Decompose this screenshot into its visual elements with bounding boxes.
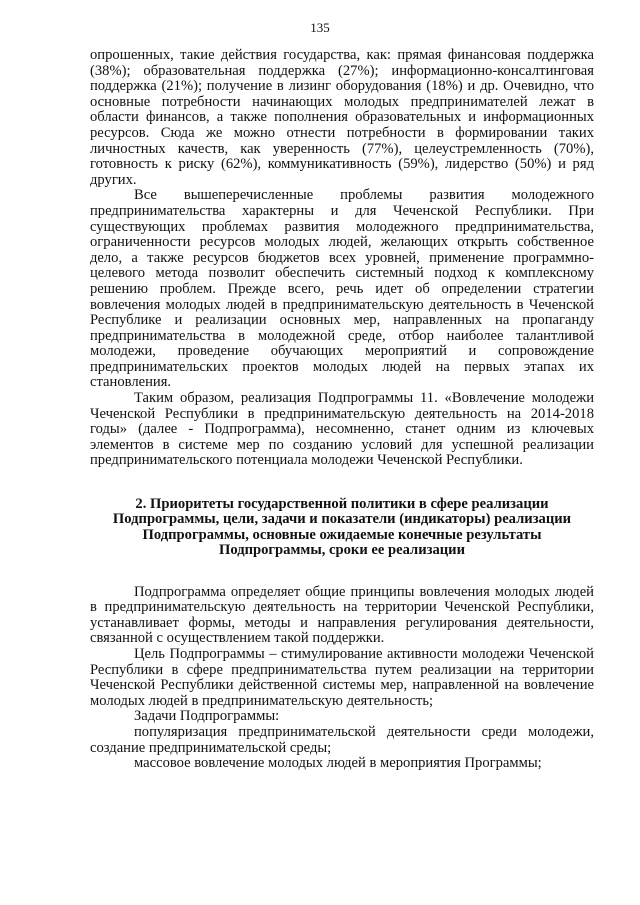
paragraph-task-2: массовое вовлечение молодых людей в мероприятия Программы;	[134, 755, 542, 772]
paragraph-continuation: опрошенных, такие действия государства, как: прямая финансовая поддержка (38%); образовательная поддержка (27%); информационно-консалтинговая поддержка (21%); получение в лизинг оборудования (18%) и др. Очевидно, что основные потребности начинающих молодых предпринимателей лежат в области финансов, а также пополнения образовательных и информационных ресурсов. Сюда же можно отнести потребности в формировании таких личностных качеств, как уверенность (77%), целеустремленность (70%), готовность к риску (62%), коммуникативность (59%), лидерство (50%) и ряд других.	[90, 47, 594, 188]
page-body	[90, 48, 594, 772]
section-heading: 2. Приоритеты государственной политики в сфере реализации Подпрограммы, цели, задачи и показатели (индикаторы) реализации Подпрограммы, основные ожидаемые конечные результаты Подпрограммы, сроки ее реализации	[112, 496, 572, 559]
paragraph-problems: Все вышеперечисленные проблемы развития молодежного предпринимательства характерны и для Чеченской Республики. При существующих проблемах развития молодежного предпринимательства, ограниченности ресурсов молодых людей, желающих открыть собственное дело, а также ресурсов бюджетов всех уровней, применение программно-целевого метода позволит обеспечить системный подход к комплексному решению проблем. Прежде всего, речь идет об определении стратегии вовлечения молодых людей в предпринимательскую деятельность в Чеченской Республике и реализации основных мер, направленных на пропаганду предпринимательства в молодежной среде, отбор наиболее талантливой молодежи, проведение обучающих мероприятий и сопровождение предпринимательских проектов молодых людей на первых этапах их становления.	[90, 187, 594, 391]
paragraph-goal: Цель Подпрограммы – стимулирование активности молодежи Чеченской Республики в сфере предпринимательства путем реализации на территории Чеченской Республики действенной системы мер, направленной на вовлечение молодых людей в предпринимательскую деятельность;	[90, 646, 594, 709]
paragraph-principles: Подпрограмма определяет общие принципы вовлечения молодых людей в предпринимательскую деятельность на территории Чеченской Республики, устанавливает формы, методы и направления регулирования деятельности, связанной с осуществлением такой поддержки.	[90, 583, 594, 647]
page-number: 135	[310, 20, 330, 35]
paragraph-task-1: популяризация предпринимательской деятельности среди молодежи, создание предпринимательской среды;	[90, 724, 594, 756]
paragraph-conclusion: Таким образом, реализация Подпрограммы 11. «Вовлечение молодежи Чеченской Республики в предпринимательскую деятельность на 2014-2018 годы» (далее - Подпрограмма), несомненно, станет одним из ключевых элементов в системе мер по созданию условий для успешной реализации предпринимательского потенциала молодежи Чеченской Республики.	[90, 390, 594, 469]
paragraph-tasks-label: Задачи Подпрограммы:	[134, 708, 280, 725]
